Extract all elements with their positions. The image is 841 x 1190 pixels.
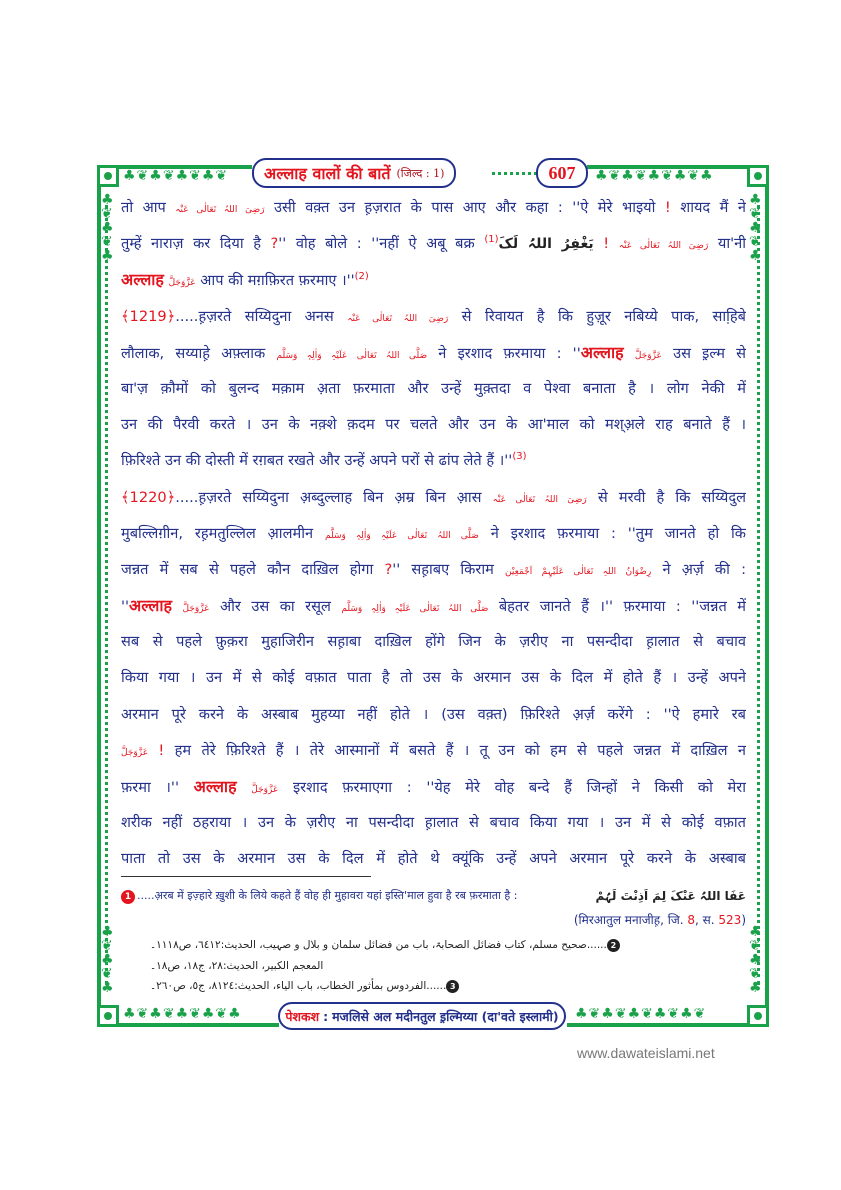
border-right-line (765, 165, 769, 1027)
border-bottom-left-line (97, 1023, 279, 1027)
border-left-dots (105, 205, 108, 985)
allah-calligraphy: अल्लाह (580, 342, 624, 362)
vine-ornament-icon: ♣ ❦ ♣ ❦ ♣ (101, 193, 115, 264)
footnote-number: 2 (607, 939, 620, 952)
allah-calligraphy: अल्लाह (121, 270, 164, 290)
vine-ornament-icon: ♣❦♣❦♣❦♣❦ (123, 169, 229, 183)
arabic-verse: عَفَا اللہُ عَنْکَ لِمَ اَذِنْتَ لَہُمْ (595, 889, 746, 903)
footnote-2: 2......صحیح مسلم، کتاب فضائل الصحابۃ، باب من فضائل سلمان و بلال و صہیب، الحدیث:٦٤١٢، ص١١١٨۔ (150, 935, 750, 955)
arabic-honorific: صَلَّی اللہُ تَعَالٰی عَلَیْہِ وَاٰلِہٖ وَسَلَّم (276, 350, 428, 361)
corner-ornament-icon (747, 1005, 769, 1027)
arabic-honorific: رِضْوَانُ اللہِ تَعَالٰی عَلَیْہِمْ اَجْمَعِیْن (505, 566, 652, 577)
arabic-honorific: عَزَّوَجَلَّ (121, 747, 149, 758)
corner-ornament-icon (97, 165, 119, 187)
arabic-honorific: عَزَّوَجَلَّ (182, 604, 210, 615)
text-line: लौलाक, सय्याहे़ अफ़्लाक صَلَّی اللہُ تَعَالٰی عَلَیْہِ وَاٰلِہٖ وَسَلَّم ने इरशाद फ़रमाया : ''अल्लाह عَزَّوَجَلَّ उस इ़ल्म से (121, 342, 746, 362)
text-line: शरीक नहीं ठहराया । उन के ज़रीए ना पसन्दीदा ह़ालात से बचाव किया गया । उन में से कोई वफ़ात (121, 814, 746, 832)
arabic-honorific: صَلَّی اللہُ تَعَالٰی عَلَیْہِ وَاٰلِہٖ وَسَلَّم (324, 530, 479, 541)
presented-by-label: पेशकश (285, 1008, 320, 1024)
text-line: ﴾1219﴿.....ह़ज़रते सय्यिदुना अनस رَضِیَ اللہُ تَعَالٰی عَنْہ से रिवायत है कि हुज़ूर नबिय्ये पाक, साहि़बे (121, 307, 746, 325)
text-line: मुबल्लिग़ीन, रह़मतुल्लिल आ़लमीन صَلَّی اللہُ تَعَالٰی عَلَیْہِ وَاٰلِہٖ وَسَلَّم ने इरशाद फ़रमाया : ''तुम जानते हो कि (121, 524, 746, 542)
text-line: عَزَّوَجَلَّ ! हम तेरे फ़िरिश्ते हैं । तेरे आस्मानों में बसते हैं । तू उन को हम से पहले जन्नत में दाख़िल न (121, 741, 746, 759)
text-line: ''अल्लाह عَزَّوَجَلَّ और उस का रसूल صَلَّی اللہُ تَعَالٰی عَلَیْہِ وَاٰلِہٖ وَسَلَّم बेहतर जानते हैं ।'' फ़रमाया : ''जन्नत में (121, 596, 746, 616)
arabic-honorific: عَزَّوَجَلَّ (634, 350, 662, 361)
text-line: फ़िरिश्ते उन की दोस्ती में रग़बत रखते और उन्हें अपने परों से ढांप लेते हैं $।''^{(3)}$ (121, 451, 527, 470)
arabic-honorific: عَزَّوَجَلَّ (168, 278, 196, 289)
arabic-honorific: رَضِیَ اللہُ تَعَالٰی عَنْہ (175, 205, 265, 215)
footnote-number: 1 (121, 890, 135, 904)
text-line: फ़रमा ।'' अल्लाह عَزَّوَجَلَّ इरशाद फ़रमाएगा : ''येह मेरे वोह बन्दे हैं जिन्हों ने किसी को मेरा (121, 777, 746, 796)
book-title: अल्लाह वालों की बातें (264, 164, 391, 183)
text-line: बा'ज़ क़ौमों को बुलन्द मक़ाम अ़ता फ़रमाता और उन्हें मुक़्तदा व पेश्वा बनाता है । लोग नेकी में (121, 379, 746, 397)
footnote-1-source: (मिरआतुल मनाजीह़, जि. 8, स. 523) (573, 913, 746, 927)
text-line: अल्लाह عَزَّوَجَلَّ आप की मग़फ़िरत फ़रमाए $।''^{(2)}$ (121, 270, 369, 290)
corner-ornament-icon (747, 165, 769, 187)
arabic-honorific: رَضِیَ اللہُ تَعَالٰی عَنْہ (347, 313, 449, 324)
website-watermark[interactable]: www.dawateislami.net (577, 1045, 715, 1061)
border-right-dots (757, 205, 760, 985)
text-line: तो आप رَضِیَ اللہُ تَعَالٰی عَنْہ उसी वक़्त उन ह़ज़रात के पास आए और कहा : ''ऐ मेरे भाइयो ! शायद मैं ने (121, 199, 746, 216)
vine-ornament-icon: ♣ ❦ ♣ ❦ ♣ (101, 925, 115, 996)
footnote-ref[interactable]: (3) (512, 451, 527, 463)
allah-calligraphy: अल्लाह (193, 777, 237, 796)
footnote-number: 3 (446, 980, 459, 993)
footnote-3: 3......الفردوس بمأثور الخطاب، باب الیاء، الحدیث:٨١٢٤، ج٥، ص٢٦٠۔ (150, 976, 750, 996)
arabic-honorific: رَضِیَ اللہُ تَعَالٰی عَنْہ (492, 494, 587, 505)
text-line: तुम्हें नाराज़ कर दिया है ?'' वोह बोले : ''नहीं ऐ अबू बक्र رَضِیَ اللہُ تَعَالٰی عَنْہ ! یَغْفِرُ اللہُ لَکَ$^{(1)}$ या'नी (121, 234, 746, 253)
arabic-honorific: رَضِیَ اللہُ تَعَالٰی عَنْہ (618, 241, 709, 252)
border-left-line (97, 165, 101, 1027)
vine-ornament-icon: ♣❦♣❦♣❦♣❦♣❦ (575, 1007, 707, 1021)
footnote-ref[interactable]: (2) (354, 271, 369, 283)
publisher-name: मजलिसे अल मदीनतुल इ़ल्मिय्या (दा'वते इस्लामी) (332, 1008, 559, 1024)
footnote-1: 1 .....अ़रब में इज़्हारे ख़ुशी के लिये कहते हैं वोह ही मुहावरा यहां इस्ति'माल हुवा है रब फ़रमाता है : عَفَا اللہُ عَنْکَ لِمَ اَذِنْتَ لَہُمْ (121, 885, 746, 907)
vine-ornament-icon: ♣ ❦ ♣ ❦ ♣ (749, 193, 763, 264)
hadith-number: ﴾1219﴿ (121, 307, 176, 325)
text-line: ﴾1220﴿.....ह़ज़रते सय्यिदुना अ़ब्दुल्लाह बिन अ़म्र बिन आ़स رَضِیَ اللہُ تَعَالٰی عَنْہ से मरवी है कि सय्यिदुल (121, 488, 746, 506)
vine-ornament-icon: ♣ ❦ ♣ ❦ ♣ (749, 925, 763, 996)
footnote-2-continued: المعجم الکبیر، الحدیث:٢٨، ج١٨، ص١٨۔ (150, 960, 324, 972)
vine-ornament-icon: ♣❦♣❦♣❦♣❦♣ (595, 169, 714, 183)
main-text (121, 190, 746, 878)
page-number: 607 (536, 158, 588, 188)
vine-ornament-icon: ♣❦♣❦♣❦♣❦♣ (123, 1007, 242, 1021)
header-dots (492, 172, 537, 175)
arabic-phrase: یَغْفِرُ اللہُ لَکَ (498, 236, 594, 253)
footnote-separator (121, 876, 371, 877)
border-bottom-right-line (567, 1023, 769, 1027)
text-line: उन की पैरवी करते । उन के नक़्शे क़दम पर चलते और उन के आ'माल को मश्अ़ले राह बनाते हैं । (121, 416, 746, 434)
running-header (252, 158, 456, 188)
text-line: किया गया । उन में से कोई वफ़ात पाता है तो उस के अरमान उस के दिल में होते हैं । उन्हें अपने (121, 669, 746, 687)
arabic-honorific: عَزَّوَجَلَّ (251, 785, 279, 795)
publisher-banner: पेशकश : मजलिसे अल मदीनतुल इ़ल्मिय्या (दा'वते इस्लामी) (278, 1002, 566, 1030)
hadith-number: ﴾1220﴿ (121, 488, 176, 506)
text-line: जन्नत में सब से पहले कौन दाख़िल होगा ?'' सह़ाबए किराम رِضْوَانُ اللہِ تَعَالٰی عَلَیْہِمْ اَجْمَعِیْن ने अ़र्ज़ की : (121, 560, 746, 578)
text-line: अरमान पूरे करने के अस्बाब मुहय्या नहीं होते । (उस वक़्त) फ़िरिश्ते अ़र्ज़ करेंगे : ''ऐ हमारे रब (121, 705, 746, 723)
corner-ornament-icon (97, 1005, 119, 1027)
volume-label: (जिल्द : 1) (396, 166, 445, 180)
arabic-honorific: صَلَّی اللہُ تَعَالٰی عَلَیْہِ وَاٰلِہٖ وَسَلَّم (341, 604, 489, 615)
text-line: सब से पहले फ़ुक़रा मुहाजिरीन सह़ाबा दाख़िल होंगे जिन के ज़रीए ना पसन्दीदा ह़ालात से बचाव (121, 633, 746, 651)
text-line: पाता तो उस के अरमान उस के दिल में होते थे क्यूंकि उन्हें अपने अरमान पूरे करने के अस्बाब (121, 850, 746, 868)
footnote-ref[interactable]: (1) (484, 234, 499, 246)
allah-calligraphy: अल्लाह (129, 596, 172, 616)
